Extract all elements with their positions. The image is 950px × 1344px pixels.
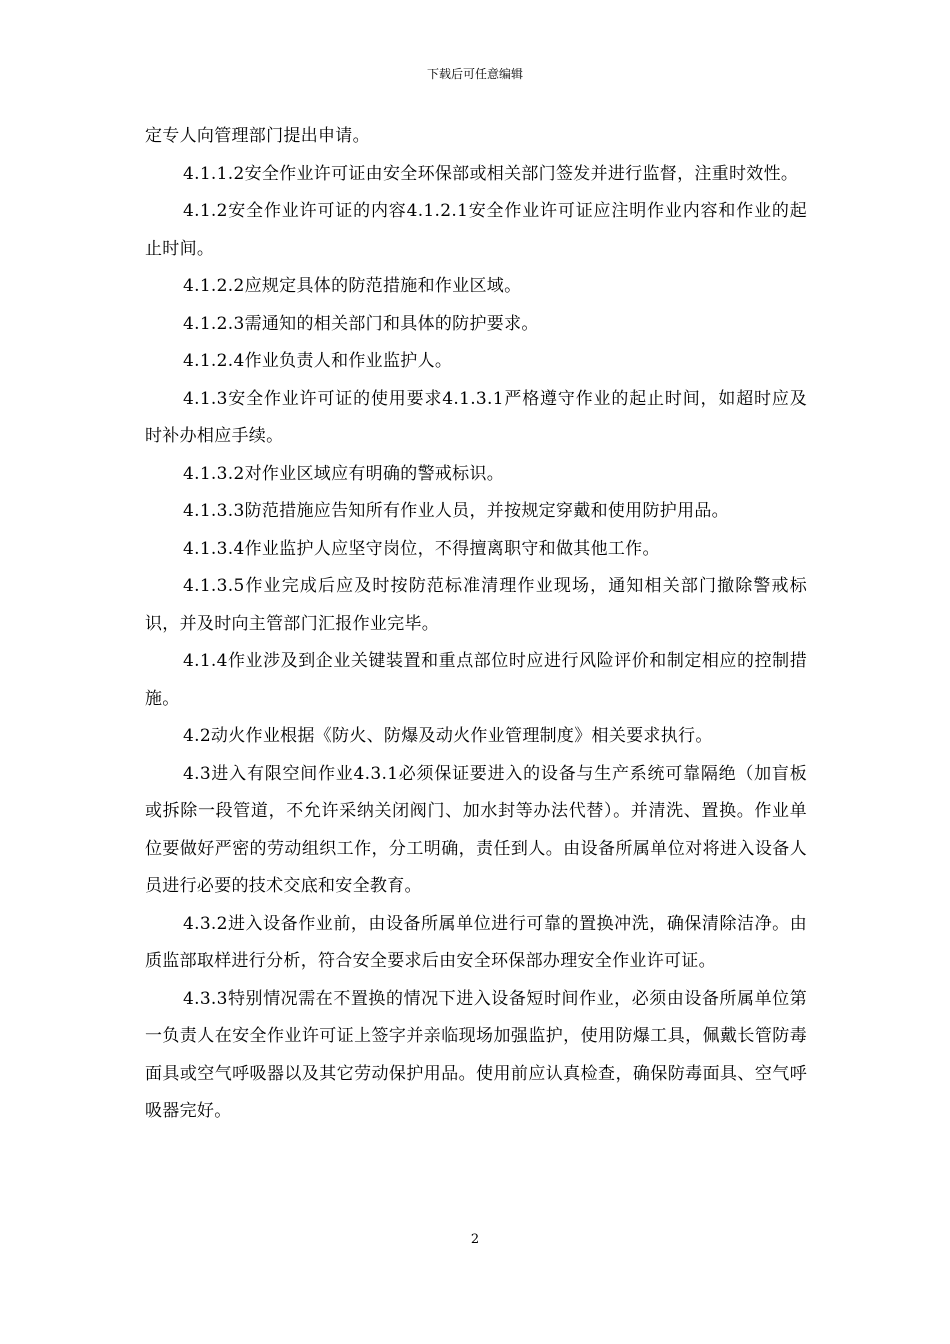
document-body xyxy=(145,118,807,1131)
paragraph: 4.3.2进入设备作业前，由设备所属单位进行可靠的置换冲洗，确保清除洁净。由质监部取样进行分析，符合安全要求后由安全环保部办理安全作业许可证。 xyxy=(145,913,807,971)
paragraph: 定专人向管理部门提出申请。 xyxy=(145,126,370,146)
paragraph: 4.3.3特别情况需在不置换的情况下进入设备短时间作业，必须由设备所属单位第一负责人在安全作业许可证上签字并亲临现场加强监护，使用防爆工具，佩戴长管防毒面具或空气呼吸器以及其它劳动保护用品。使用前应认真检查，确保防毒面具、空气呼吸器完好。 xyxy=(145,988,807,1121)
paragraph: 4.1.2.4作业负责人和作业监护人。 xyxy=(183,351,453,371)
paragraph: 4.1.1.2安全作业许可证由安全环保部或相关部门签发并进行监督，注重时效性。 xyxy=(183,163,799,184)
paragraph: 4.1.3.5作业完成后应及时按防范标准清理作业现场，通知相关部门撤除警戒标识，并及时向主管部门汇报作业完毕。 xyxy=(145,576,807,634)
paragraph: 4.2动火作业根据《防火、防爆及动火作业管理制度》相关要求执行。 xyxy=(183,726,713,746)
paragraph: 4.1.3.3防范措施应告知所有作业人员，并按规定穿戴和使用防护用品。 xyxy=(183,501,729,521)
paragraph: 4.1.2.3需通知的相关部门和具体的防护要求。 xyxy=(183,313,539,334)
paragraph: 4.1.3安全作业许可证的使用要求4.1.3.1严格遵守作业的起止时间，如超时应及时补办相应手续。 xyxy=(145,388,807,446)
page-number: 2 xyxy=(470,1232,480,1247)
paragraph: 4.1.3.4作业监护人应坚守岗位，不得擅离职守和做其他工作。 xyxy=(183,538,660,559)
paragraph: 4.1.2安全作业许可证的内容4.1.2.1安全作业许可证应注明作业内容和作业的起止时间。 xyxy=(145,201,807,259)
paragraph: 4.1.2.2应规定具体的防范措施和作业区域。 xyxy=(183,276,522,296)
paragraph: 4.1.3.2对作业区域应有明确的警戒标识。 xyxy=(183,463,505,484)
paragraph: 4.3进入有限空间作业4.3.1必须保证要进入的设备与生产系统可靠隔绝（加盲板或拆除一段管道，不允许采纳关闭阀门、加水封等办法代替）。并清洗、置换。作业单位要做好严密的劳动组织工作，分工明确，责任到人。由设备所属单位对将进入设备人员进行必要的技术交底和安全教育。 xyxy=(145,763,807,896)
paragraph: 4.1.4作业涉及到企业关键装置和重点部位时应进行风险评价和制定相应的控制措施。 xyxy=(145,651,807,709)
page-header: 下载后可任意编辑 xyxy=(426,67,523,81)
